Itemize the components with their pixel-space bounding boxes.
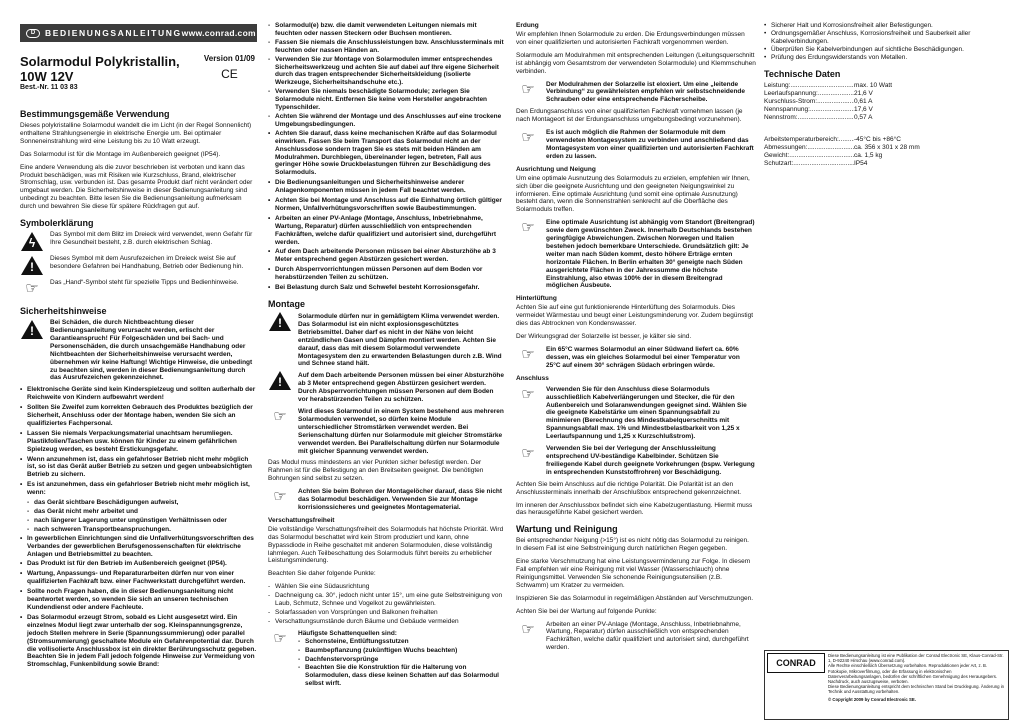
mount-note-4-text: Achten Sie beim Bohren der Montagelöcher darauf, dass Sie nicht das Solarmodul beschädigen. Verwenden Sie zur Montage korrisionssicheres und geeignetes Montagematerial. xyxy=(298,488,503,511)
exclamation-warning-icon: ! xyxy=(21,256,43,275)
list-item: • Überprüfen Sie Kabelverbindungen auf sichtliche Beschädigungen. xyxy=(764,46,1009,54)
shading-list xyxy=(268,583,505,626)
maintenance-note-text: Arbeiten an einer PV-Anlage (Montage, Anschluss, Inbetriebnahme, Wartung, Reparatur) dürfen ausschließlich von entsprechenden Fachkräften, welche dafür qualifiziert und autorisiert sind, durchgeführt werden. xyxy=(546,620,749,652)
list-item: • Es ist anzunehmen, dass ein gefahrloser Betrieb nicht mehr möglich ist, wenn: xyxy=(20,481,257,497)
shade-sources-note xyxy=(268,630,505,689)
list-item: - Beachten Sie die Konstruktion für die Halterung von Solarmodulen, dass diese keinen Schatten auf das Solarmodul selbst wirft. xyxy=(298,664,505,688)
imprint-text-2: Alle Rechte einschließlich Übersetzung vorbehalten. Reproduktionen jeder Art, z. B. Fotokopie, Mikroverfilmung, oder die Erfassung in elektronischen Datenverarbeitungsanlagen, bedürfen der schriftlichen Genehmigung des Herausgebers. Nachdruck, auch auszugsweise, verboten. xyxy=(828,663,998,685)
heading-intended-use: Bestimmungsgemäße Verwendung xyxy=(20,109,170,119)
ventilation-p2: Der Wirkungsgrad der Solarzelle ist besser, je kälter sie sind. xyxy=(516,333,692,341)
heading-maintenance: Wartung und Reinigung xyxy=(516,524,618,535)
symbol-lightning-text: Das Symbol mit dem Blitz im Dreieck wird verwendet, wenn Gefahr für Ihre Gesundheit besteht, z.B. durch elektrischen Schlag. xyxy=(50,231,253,246)
spec-value: ca. 1,5 kg xyxy=(854,151,883,159)
hand-pointer-icon: ☞ xyxy=(521,219,535,237)
list-item: - Solarfassaden von Vorsprüngen und Balkonen freihalten xyxy=(268,609,505,617)
shading-p1: Die vollständige Verschattungsfreiheit des Solarmoduls hat höchste Priorität. Wird das Solarmodul beschattet wird kein Strom produziert und kann, ohne Bypassdiode in Reihe geschaltet mit anderen Solarmodulen, diese vollständig lahmlegen. Auch Teilbeschattung des Solarmoduls führt bereits zu erheblicher Leistungsminderung. xyxy=(268,525,504,565)
grounding-note-2 xyxy=(516,129,756,161)
list-item: • Ordnungsgemäßer Anschluss, Korrosionsfreiheit und Sauberkeit aller Kabelverbindungen. xyxy=(764,30,1009,46)
shade-sources-list xyxy=(298,638,505,688)
connection-note-1-text: Verwenden Sie für den Anschluss diese Solarmoduls ausschließlich Kabelverlängerungen und Stecker, die für den Außenbereich und Solaranwendungen geeignet sind. Wählen Sie die geeignete Kabelstärke um einen Spannungsabfall zu minimieren (Berechnung des Mindestkabelquerschnitts mit Spannungsabfall max. 1% und Mindestbelastbarkeit von 1,25 x Leerlaufspannung und 1,25 x Kurzschlußstrom). xyxy=(546,385,747,441)
heading-safety: Sicherheitshinweise xyxy=(20,306,107,317)
spec-row xyxy=(764,114,1009,122)
list-item: - Verwenden Sie zur Montage von Solarmodulen immer entsprechendes Sicherheitswerkzeug und achten Sie auf dabei auf Ihre eigene Sicherheit durch das tragen entsprechender Sicherheitskleidung (isolierte Werkzeuge, Sicherheitshandschuhe etc.). xyxy=(268,56,505,88)
heading-technical-data: Technische Daten xyxy=(764,68,841,79)
ventilation-note-text: Ein 65°C warmes Solarmodul an einer Südwand liefert ca. 60% dessen, was ein gleiches Solarmodul bei einer Temperatur von 25°C auf einem 30° schrägen Südach erbringen würde. xyxy=(546,346,740,369)
list-item: • Lassen Sie niemals Verpackungsmaterial unachtsam herumliegen. Plastikfolien/Taschen usw. können für Kinder zu einem gefährlichen Spielzeug werden, es besteht Erstickungsgefahr. xyxy=(20,430,257,454)
hand-pointer-icon: ☞ xyxy=(273,407,287,425)
copyright: © Copyright 2009 by Conrad Electronic SE. xyxy=(828,696,916,702)
ce-mark-icon: CE xyxy=(221,67,238,81)
mount-note-2 xyxy=(268,372,505,404)
list-item: - Fassen Sie niemals die Anschlussleistungen bzw. Anschlussterminals mit feuchten oder nassen Händen an. xyxy=(268,39,505,55)
exclamation-warning-icon: ! xyxy=(21,320,43,339)
list-item: - Solarmodul(e) bzw. die damit verwendeten Leitungen niemals mit feuchten oder nassen Steckern oder Buchsen montieren. xyxy=(268,22,505,38)
spec-row xyxy=(764,152,1009,160)
connection-note-1 xyxy=(516,386,756,441)
mount-text: Das Modul muss mindestens an vier Punkten sicher befestigt werden. Der Rahmen ist für die Befestigung an den Breitseiten geeignet. Die benötigten Bohrungen sind selbst zu setzen. xyxy=(268,459,484,483)
spec-key: Gewicht: ..... xyxy=(764,152,854,160)
spec-value: ca. 356 x 301 x 28 mm xyxy=(854,143,920,151)
exclamation-warning-icon: ! xyxy=(269,371,291,390)
list-item: • Wenn anzunehmen ist, dass ein gefahrloser Betrieb nicht mehr möglich ist, so ist das Gerät außer Betrieb zu setzen und gegen unbeabsichtigten Betrieb zu sichern. xyxy=(20,456,257,480)
connection-note-2-text: Verwenden Sie bei der Verlegung der Anschlussleitung entsprechend UV-beständige Kabelbinder. Schützen Sie freiliegende Kabel durch geeignete Vorkehrungen (bspw. Verlegung in entsprechenden Kunststoffrohren) vor Beschädigung. xyxy=(546,445,755,476)
connection-p2: Im inneren der Anschlussbox befindet sich eine Kabelzugentlastung. Hiermit muss das herausgeführte Kabel gesichert werden. xyxy=(516,501,753,517)
shading-p2: Beachten Sie daher folgende Punkte: xyxy=(268,570,376,578)
lightning-warning-icon: ϟ xyxy=(21,232,43,251)
list-item: - Achten Sie während der Montage und des Anschlusses auf eine trockene Umgebungsbedingungen. xyxy=(268,113,505,129)
heading-alignment: Ausrichtung und Neigung xyxy=(516,165,596,173)
spec-value: -45°C bis +86°C xyxy=(854,135,901,143)
hand-pointer-icon: ☞ xyxy=(521,385,535,403)
spec-row xyxy=(764,98,1009,106)
condition-list xyxy=(20,499,257,534)
hand-pointer-icon: ☞ xyxy=(521,445,535,463)
spec-key: Arbeitstemperaturbereich: ..... xyxy=(764,136,854,144)
title-line1: Solarmodul Polykristallin, xyxy=(20,54,180,69)
shade-sources-heading: Häufigste Schattenquellen sind: xyxy=(298,629,397,637)
spec-row xyxy=(764,82,1009,90)
spec-row xyxy=(764,144,1009,152)
spec-key: Leerlaufspannung: ..... xyxy=(764,90,854,98)
grounding-note-2-text: Es ist auch möglich die Rahmen der Solarmodule mit dem verwendeten Montagesystem zu verbinden und anschließend das Montagesystem von einer qualifizierten und autorisierten Fachkraft erden zu lassen. xyxy=(546,129,754,160)
version-text: Version 01/09 xyxy=(203,54,255,63)
symbol-exclamation xyxy=(20,255,257,275)
maintenance-p1: Bei entsprechender Neigung (>15°) ist es nicht nötig das Solarmodul zu reinigen. In diesem Fall ist eine Selbstreinigung durch natürlichen Regen gegeben. xyxy=(516,537,749,553)
spec-key: Nennspannung: ..... xyxy=(764,106,854,114)
list-item: - nach schweren Transportbeanspruchungen. xyxy=(27,526,257,534)
alignment-p1: Um eine optimale Ausnutzung des Solarmoduls zu erzielen, empfehlen wir Ihnen, sich über die geeignete Ausrichtung und den geeigneten Neigungswinkel zu informieren. Eine optimale Ausrichtung (und somit eine optimale Ausnutzung) besteht dann, wenn die Sonnenstrahlen senkrecht auf die Oberfläche des Solarmoduls treffen. xyxy=(516,174,750,214)
heading-grounding: Erdung xyxy=(516,22,539,29)
language-d-icon: D xyxy=(26,29,40,38)
list-item: • Elektronische Geräte sind kein Kinderspielzeug und sollten außerhalb der Reichweite von Kindern aufbewahrt werden! xyxy=(20,386,257,402)
mount-note-1-text: Solarmodule dürfen nur in gemäßigtem Klima verwendet werden. Das Solarmodul ist ein nicht explosionsgeschütztes Betriebsmittel. Daher darf es nicht in der Nähe von leicht entzündlichen Gasen und Dämpfen montiert werden. Achten Sie darauf, dass das mit diesem Solarmodul verwendete Montagesystem den zu erwartenden Belastungen durch z.B. Wind und Schnee stand hält. xyxy=(298,313,502,368)
list-item: • Das Solarmodul erzeugt Strom, sobald es Licht ausgesetzt wird. Ein einzelnes Modul liegt zwar unterhalb der sog. Kleinspannungsgrenze, jedoch Stellen mehrere in Serie (Spannungssummierung) oder parallel (Stromsummierung) geschaltete Module ein Gefahrenpotential dar. Durch die vollisolierte Anschlussbox ist ein direkter Berührungsschutz gegeben. Beachten Sie in jedem Fall jedoch folgende Hinweise zur Vermeidung von Stromschlag, Funkenbildung sowie Brand: xyxy=(20,614,257,669)
grounding-note-1 xyxy=(516,81,756,105)
list-item: - Baumbepflanzung (zukünftigen Wuchs beachten) xyxy=(298,647,505,655)
symbol-lightning xyxy=(20,231,257,251)
spec-value: 17,6 V xyxy=(854,105,873,113)
spec-value: 0,61 A xyxy=(854,97,873,105)
list-item: - Dachfenstervorsprünge xyxy=(298,656,505,664)
safety-list xyxy=(20,386,257,497)
heading-connection: Anschluss xyxy=(516,374,549,382)
spec-key: Nennstrom: ..... xyxy=(764,114,854,122)
exclamation-warning-icon: ! xyxy=(269,312,291,331)
alignment-note xyxy=(516,219,756,290)
safety-list-3 xyxy=(268,130,505,292)
list-item: - nach längerer Lagerung unter ungünstigen Verhältnissen oder xyxy=(27,517,257,525)
grounding-p3: Den Erdungsanschluss von einer qualifizierten Fachkraft vornehmen lassen (je nach Montageort ist der Erdungsanschluss umgebungsbedingt vorzunehmen). xyxy=(516,108,743,124)
symbol-hand-text: Das „Hand“-Symbol steht für spezielle Tipps und Bedienhinweise. xyxy=(50,279,239,287)
list-item: • Sicherer Halt und Korrosionsfreiheit aller Befestigungen. xyxy=(764,22,1009,30)
symbol-hand xyxy=(20,279,257,299)
header-title: BEDIENUNGSANLEITUNG xyxy=(45,28,182,38)
list-item: • In gewerblichen Einrichtungen sind die Unfallverhütungsvorschriften des Verbandes der gewerblichen Berufsgenossenschaften für elektrische Anlagen und Betriebsmittel zu beachten. xyxy=(20,535,257,559)
spec-value: 0,57 A xyxy=(854,113,873,121)
safety-list-2 xyxy=(20,535,257,670)
spec-value: max. 10 Watt xyxy=(854,81,893,89)
heading-symbols: Symbolerklärung xyxy=(20,218,94,229)
spec-key: Leistung: ..... xyxy=(764,82,854,90)
spec-row xyxy=(764,160,1009,168)
column-2 xyxy=(268,22,505,718)
spec-key: Kurschluss-Strom: ..... xyxy=(764,98,854,106)
hand-pointer-icon: ☞ xyxy=(25,280,39,298)
imprint-text-1: Diese Bedienungsanleitung ist eine Publikation der Conrad Electronic SE, Klaus-Conrad-Str. 1, D-92240 Hirschau (www.conrad.com). xyxy=(828,653,1004,664)
safety-intro xyxy=(20,319,257,382)
mount-note-4 xyxy=(268,488,505,512)
maintenance-p3: Inspizieren Sie das Solarmodul in regelmäßigen Abständen auf Verschmutzungen. xyxy=(516,594,754,602)
spec-row xyxy=(764,136,1009,144)
list-item: • Auf dem Dach arbeitende Personen müssen bei einer Absturzhöhe ab 3 Meter entsprechend gegen Abstürzen gesichert werden. xyxy=(268,248,505,264)
list-item: • Prüfung des Erdungswiderstands von Metallen. xyxy=(764,54,1009,62)
connection-p1: Achten Sie beim Anschluss auf die richtige Polarität. Die Polarität ist an den Anschlussterminals innerhalb der Anschlußbox entsprechend gekennzeichnet. xyxy=(516,480,742,496)
intended-use-p1: Dieses polykristalline Solarmodul wandelt die im Licht (in der Regel Sonnenlicht) enthaltene Strahlungsenergie in elektrische Energie um. Bei optimaler Sonneneinstrahlung wird eine Leistung bis zu 10 Watt erzeugt. xyxy=(20,122,252,145)
maintenance-note xyxy=(516,621,756,653)
list-item: - Schornsteine, Entlüftungsstutzen xyxy=(298,638,505,646)
hand-pointer-icon: ☞ xyxy=(521,129,535,147)
grounding-p1: Wir empfehlen Ihnen Solarmodule zu erden. Die Erdungsverbindungen müssen von einer qualifizierten und autorisierten Fachkraft vorgenommen werden. xyxy=(516,31,745,46)
mount-note-3-text: Wird dieses Solarmodul in einem System bestehend aus mehreren Solarmodulen verwendet, so dürfen keine Module unterschiedlicher Stromstärken verwendet werden. Bei Serienschaltung dürfen nur Solarmodule mit gleicher Stromstärke verwendet werden. Bei Parallelschaltung dürfen nur Solarmodule mit gleicher Spannung verwendet werden. xyxy=(298,407,504,455)
list-item: • Durch Absperrvorrichtungen müssen Personen auf dem Boden vor herabstürzenden Teilen zu schützen. xyxy=(268,266,505,282)
list-item: - das Gerät sichtbare Beschädigungen aufweist, xyxy=(27,499,257,507)
mount-note-1 xyxy=(268,313,505,368)
imprint-text-3: Diese Bedienungsanleitung entspricht dem technischen Stand bei Drucklegung. Änderung in Technik und Ausstattung vorbehalten. xyxy=(828,684,1005,695)
list-item: - das Gerät nicht mehr arbeitet und xyxy=(27,508,257,516)
spec-value: 21,6 V xyxy=(854,89,873,97)
hand-pointer-icon: ☞ xyxy=(273,629,287,647)
spec-table xyxy=(764,82,1009,168)
maintenance-p2: Eine starke Verschmutzung hat eine Leistungsverminderung zur Folge. In diesem Fall empfehlen wir eine Reinigung mit viel Wasser (Wasserschlauch) ohne Reinigungsmittel. Verwenden Sie schonende Reinigungsutensilien (z.B. Schwamm) um Kratzer zu vermeiden. xyxy=(516,558,751,589)
spec-row xyxy=(764,106,1009,114)
safety-intro-text: Bei Schäden, die durch Nichtbeachtung dieser Bedienungsanleitung verursacht werden, erlischt der Garantieanspruch! Für Folgeschäden und bei Sach- und Personenschäden, die durch unsachgemäße Handhabung oder Nichtbeachten der Sicherheitshinweise verursacht werden, übernehmen wir keine Haftung! Wichtige Hinweise, die unbedingt zu beachten sind, werden in dieser Bedienungsanleitung durch das Ausrufezeichen gekennzeichnet. xyxy=(50,319,253,382)
list-item: • Die Bedienungsanleitungen und Sicherheitshinweise anderer Anlagenkomponenten müssen in jedem Fall beachtet werden. xyxy=(268,179,505,195)
list-item: • Sollten Sie Zweifel zum korrekten Gebrauch des Produktes bezüglich der Sicherheit, Anschluss oder der Montage haben, wenden Sie sich an qualifiziertes Fachpersonal. xyxy=(20,404,257,428)
header-url[interactable]: www.conrad.com xyxy=(181,28,256,38)
intended-use-p3: Eine andere Verwendung als die zuvor beschrieben ist verboten und kann das Produkt beschädigen, was mit Risiken wie Kurzschluss, Brand, elektrischer Stromschlag, usw. verbunden ist. Das gesamte Produkt darf nicht verändert oder umgebaut werden. Die Sicherheitshinweise in dieser Bedienungsanleitung sind unbedingt zu beachten. Bitte lesen Sie die Bedienungsanleitung aufmerksam durch und bewahren Sie diese für spätere Rückfragen gut auf. xyxy=(20,163,253,211)
list-item: - Dachneigung ca. 30°, jedoch nicht unter 15°, um eine gute Selbstreinigung von Laub, Schmutz, Schnee und Vogelkot zu gewährleisten. xyxy=(268,592,505,608)
list-item: • Bei Belastung durch Salz und Schwefel besteht Korrosionsgefahr. xyxy=(268,284,505,292)
version-block xyxy=(204,54,255,81)
handling-list xyxy=(268,22,505,129)
column-4 xyxy=(764,22,1009,642)
list-item: • Wartung, Anpassungs- und Reparaturarbeiten dürfen nur von einer qualifizierten Fachkraft bzw. einer Fachwerkstatt durchgeführt werden. xyxy=(20,570,257,586)
list-item: - Verschattungsumstände durch Bäume und Gebäude vermeiden xyxy=(268,618,505,626)
ventilation-note xyxy=(516,346,756,370)
conrad-logo: CONRAD xyxy=(767,653,825,673)
list-item: • Sollte noch Fragen haben, die in dieser Bedienungsanleitung nicht beantwortet werden, so wenden Sie sich an unseren technischen Kundendienst oder andere Fachleute. xyxy=(20,588,257,612)
grounding-p2: Solarmodule am Modulrahmen mit entsprechenden Leitungen (Leitungsquerschnitt ist abhängig vom Gesamtstrom der verwendeten Solarmodule) und Klemmschuhen verbinden. xyxy=(516,51,756,75)
hand-pointer-icon: ☞ xyxy=(273,488,287,506)
symbol-exclamation-text: Dieses Symbol mit dem Ausrufezeichen im Dreieck weist Sie auf besondere Gefahren bei Handhabung, Betrieb oder Bedienung hin. xyxy=(50,255,244,270)
list-item: • Achten Sie bei Montage und Anschluss auf die Einhaltung örtlich gültiger Normen, Unfallverhütungsvorschriften sowie Baubestimmungen. xyxy=(268,197,505,213)
imprint-box xyxy=(764,650,1009,720)
hand-pointer-icon: ☞ xyxy=(521,620,535,638)
hand-pointer-icon: ☞ xyxy=(521,346,535,363)
header-bar xyxy=(20,24,257,42)
spec-key: Abmessungen: ..... xyxy=(764,144,854,152)
grounding-note-1-text: Der Modulrahmen der Solarzelle ist eloxiert. Um eine „leitende Verbindung“ zu gewährleisten empfehlen wir selbstschneidende Schrauben oder eine entsprechende Fächerscheibe. xyxy=(546,80,746,104)
heading-shading: Verschattungsfreiheit xyxy=(268,516,335,524)
column-1 xyxy=(20,46,257,718)
mount-note-3 xyxy=(268,408,505,455)
list-item: - Wählen Sie eine Südausrichtung xyxy=(268,583,505,591)
title-block xyxy=(20,54,257,102)
maintenance-p4: Achten Sie bei der Wartung auf folgende Punkte: xyxy=(516,607,657,615)
list-item: • Achten Sie darauf, dass keine mechanischen Kräfte auf das Solarmodul einwirken. Fassen Sie beim Transport das Solarmodul nicht an der Anschlussdose sondern tragen Sie es stets mit beiden Händen am Modulrahmen. Durchbiegen, übereinander legen, betreten, Fall aus geringer Höhe sowie Druckbelastungen führen zur Beschädigung des Solarmoduls. xyxy=(268,130,505,177)
list-item: - Verwenden Sie niemals beschädigte Solarmodule; zerlegen Sie Solarmodule nicht. Entfernen Sie keine vom Hersteller angebrachten Typenschilder. xyxy=(268,88,505,112)
connection-note-2 xyxy=(516,445,756,477)
spec-key: Schutzart: ..... xyxy=(764,160,854,168)
spec-value: IP54 xyxy=(854,159,868,167)
column-3 xyxy=(516,22,756,718)
order-number: Best.-Nr. 11 03 83 xyxy=(20,84,78,91)
title-line2: 10W 12V xyxy=(20,69,74,84)
list-item: • Das Produkt ist für den Betrieb im Außenbereich geeignet (IP54). xyxy=(20,560,257,568)
ventilation-p1: Achten Sie auf eine gut funktionierende Hinterlüftung des Solarmoduls. Dies vermeidet Wärmestau und beugt einer Leistungsminderung vor. Zudem begünstigt dies das Abtrocknen von Kondenswasser. xyxy=(516,304,754,328)
list-item: • Arbeiten an einer PV-Anlage (Montage, Anschluss, Inbetriebnahme, Wartung, Reparatur) dürfen ausschließlich von entsprechenden Fachkräften, welche dafür qualifiziert und autorisiert sind, durchgeführt werden. xyxy=(268,215,505,247)
hand-pointer-icon: ☞ xyxy=(521,80,535,98)
maintenance-checklist xyxy=(764,22,1009,62)
spec-row xyxy=(764,90,1009,98)
mount-note-2-text: Auf dem Dach arbeitende Personen müssen bei einer Absturzhöhe ab 3 Meter entsprechend gegen Abstürzen gesichert werden. Durch Absperrvorrichtungen müssen Personen auf dem Boden vor herabstürzenden Teilen zu schützen. xyxy=(298,372,505,404)
alignment-note-text: Eine optimale Ausrichtung ist abhängig vom Standort (Breitengrad) sowie dem gewünschten Zweck. Innerhalb Deutschlands bestehen geringfügige Abweichungen. Zwischen Norwegen und Italien bestehen jedoch bemerkbare Unterschiede. Grundsätzlich gilt: Je weiter man nach Süden kommt, desto höhere Erträge ernten horizontale Flächen. In Berlin erhalten 30° geneigte nach Süden ausgerichtete Flächen in der Jahressumme die höchste Einstrahlung, also etwas 100% der in diesem Breitengrad möglichen Ausbeute. xyxy=(546,219,755,290)
intended-use-p2: Das Solarmodul ist für die Montage im Außenbereich geeignet (IP54). xyxy=(20,150,221,158)
heading-mounting: Montage xyxy=(268,299,305,309)
heading-ventilation: Hinterlüftung xyxy=(516,295,557,303)
